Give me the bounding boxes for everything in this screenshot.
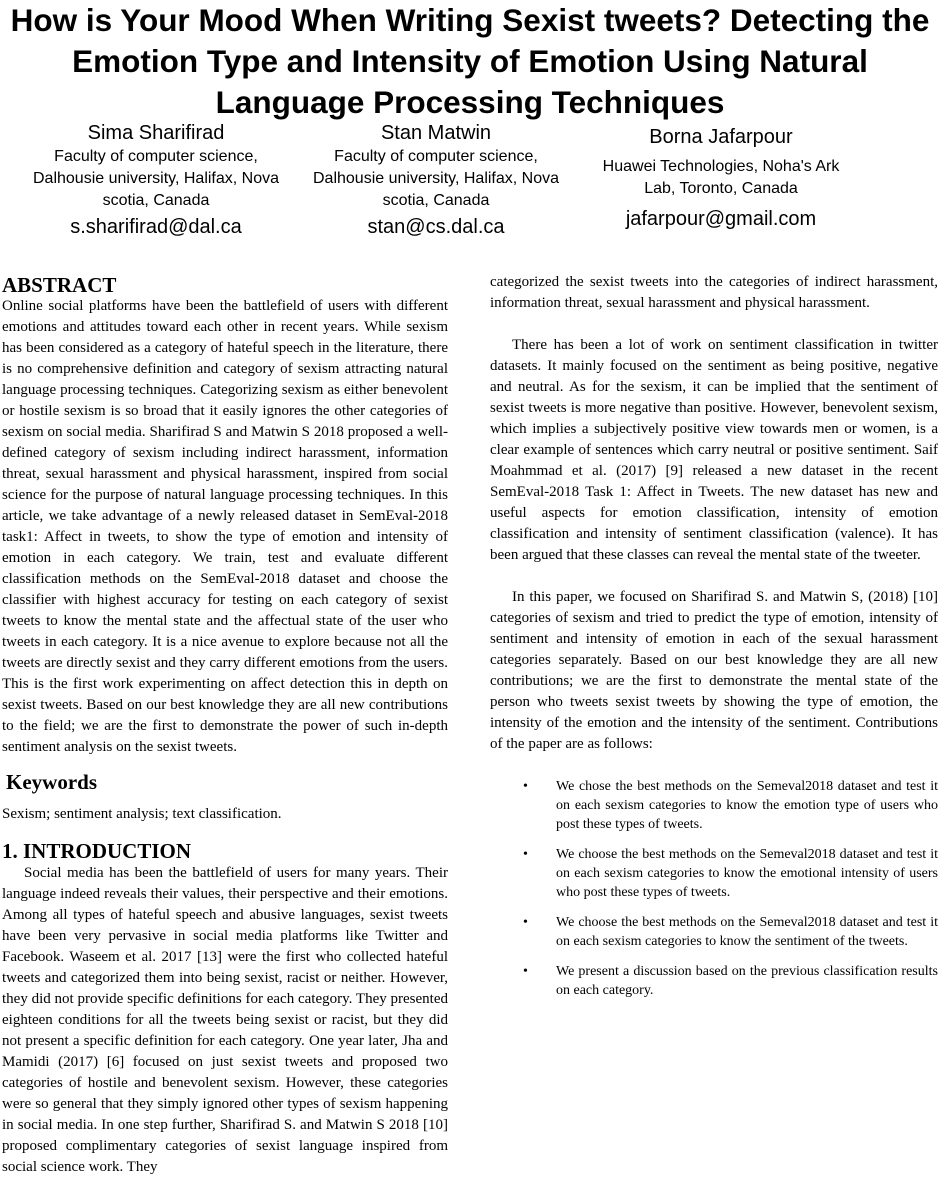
list-item-text: We choose the best methods on the Semeval2018 dataset and test it on each sexism categories to know the sentiment of the tweets. <box>556 915 938 949</box>
paper-title: How is Your Mood When Writing Sexist tweets? Detecting the Emotion Type and Intensity of Emotion Using Natural Language Processing Techniques <box>10 2 930 120</box>
author-name: Stan Matwin <box>380 122 492 144</box>
intro-paragraph: In this paper, we focused on Sharifirad S. and Matwin S, (2018) [10] categories of sexism and tried to predict the type of emotion, intensity of sentiment and intensity of emotion in each of the sexual harassment categories separately. Based on our best knowledge they are all new contributions; we are the first to demonstrate the mental state of the person who tweets sexist tweets by showing the type of emotion, the intensity of the emotion and the intensity of the sentiment. Contributions of the paper are as follows: <box>490 589 938 752</box>
bullet-icon: • <box>523 779 528 794</box>
list-item <box>490 913 938 951</box>
keywords-text: Sexism; sentiment analysis; text classification. <box>2 806 282 822</box>
author-affiliation: Faculty of computer science, Dalhousie university, Halifax, Nova scotia, Canada <box>312 148 560 209</box>
list-item <box>490 845 938 902</box>
abstract-heading: ABSTRACT <box>2 273 117 297</box>
author-email: jafarpour@gmail.com <box>625 208 817 230</box>
author-name: Borna Jafarpour <box>649 126 793 148</box>
author-name: Sima Sharifirad <box>87 122 225 144</box>
right-column <box>490 272 938 1000</box>
abstract-text: Online social platforms have been the battlefield of users with different emotions and attitudes toward each other in recent years. While sexism has been considered as a category of hateful speech in the literature, there is no comprehensive definition and category of sexism attracting natural language processing techniques. Categorizing sexism as either benevolent or hostile sexism is so broad that it easily ignores the other categories of sexism on social media. Sharifirad S and Matwin S 2018 proposed a well-defined category of sexism including indirect harassment, information threat, sexual harassment and physical harassment, inspired from social science for the purpose of natural language processing techniques. In this article, we take advantage of a newly released dataset in SemEval-2018 task1: Affect in tweets, to show the type of emotion and intensity of emotion in each category. We train, test and evaluate different classification methods on the SemEval-2018 dataset and choose the classifier with highest accuracy for testing on each category of sexist tweets to know the mental state and the affectual state of the user who tweets in each category. It is a nice avenue to explore because not all the tweets are directly sexist and they carry different emotions from the users. This is the first work experimenting on affect detection this in depth on sexist tweets. Based on our best knowledge they are all new contributions to the field; we are the first to demonstrate the power of such in-depth sentiment analysis on the sexist tweets. <box>2 298 448 755</box>
author-email: stan@cs.dal.ca <box>367 216 505 238</box>
author-affiliation: Faculty of computer science, Dalhousie university, Halifax, Nova scotia, Canada <box>32 148 280 209</box>
author-affiliation: Huawei Technologies, Noha's Ark Lab, Toronto, Canada <box>602 158 840 197</box>
list-item-text: We chose the best methods on the Semeval2018 dataset and test it on each sexism categories to know the emotion type of users who post these types of tweets. <box>556 779 938 832</box>
author-block <box>590 124 852 232</box>
keywords-heading: Keywords <box>6 770 97 794</box>
author-block <box>306 120 566 240</box>
bullet-icon: • <box>523 915 528 930</box>
introduction-heading: 1. INTRODUCTION <box>2 839 192 863</box>
bullet-icon: • <box>523 847 528 862</box>
contributions-list <box>490 777 938 1000</box>
intro-paragraph-continued: categorized the sexist tweets into the categories of indirect harassment, information threat, sexual harassment and physical harassment. <box>490 274 938 311</box>
left-column <box>2 274 448 1178</box>
bullet-icon: • <box>523 964 528 979</box>
author-email: s.sharifirad@dal.ca <box>70 216 242 238</box>
list-item <box>490 962 938 1000</box>
intro-paragraph: There has been a lot of work on sentiment classification in twitter datasets. It mainly focused on the sentiment as being positive, negative and neutral. As for the sexism, it can be implied that the sentiment of sexist tweets is more negative than positive. However, benevolent sexism, which implies a subjectively positive view towards men or women, is a clear example of sentences which carry neutral or positive sentiment. Saif Moahmmad et al. (2017) [9] released a new dataset in the recent SemEval-2018 Task 1: Affect in Tweets. The new dataset has new and useful aspects for emotion classification, intensity of emotion classification and intensity of sentiment classification (valence). It has been argued that these classes can reveal the mental state of the tweeter. <box>490 337 938 563</box>
intro-paragraph: Social media has been the battlefield of users for many years. Their language indeed reveals their values, their perspective and their emotions. Among all types of hateful speech and abusive languages, sexist tweets have been very pervasive in social media platforms like Twitter and Facebook. Waseem et al. 2017 [13] were the first who collected hateful tweets and categorized them into being sexist, racist or neither. However, they did not provide specific definitions for each category. They presented eighteen conditions for all the tweets being sexist or racist, but they did not present a specific definition for each category. One year later, Jha and Mamidi (2017) [6] focused on just sexist tweets and proposed two categories of hostile and benevolent sexism. However, these categories were so general that they simply ignored other types of sexism happening in social media. In one step further, Sharifirad S. and Matwin S 2018 [10] proposed complimentary categories of sexist language inspired from social science work. They <box>2 865 448 1175</box>
list-item-text: We choose the best methods on the Semeval2018 dataset and test it on each sexism categories to know the emotional intensity of users who post these types of tweets. <box>556 847 938 900</box>
list-item <box>490 777 938 834</box>
list-item-text: We present a discussion based on the previous classification results on each category. <box>556 964 938 998</box>
author-block <box>26 120 286 240</box>
